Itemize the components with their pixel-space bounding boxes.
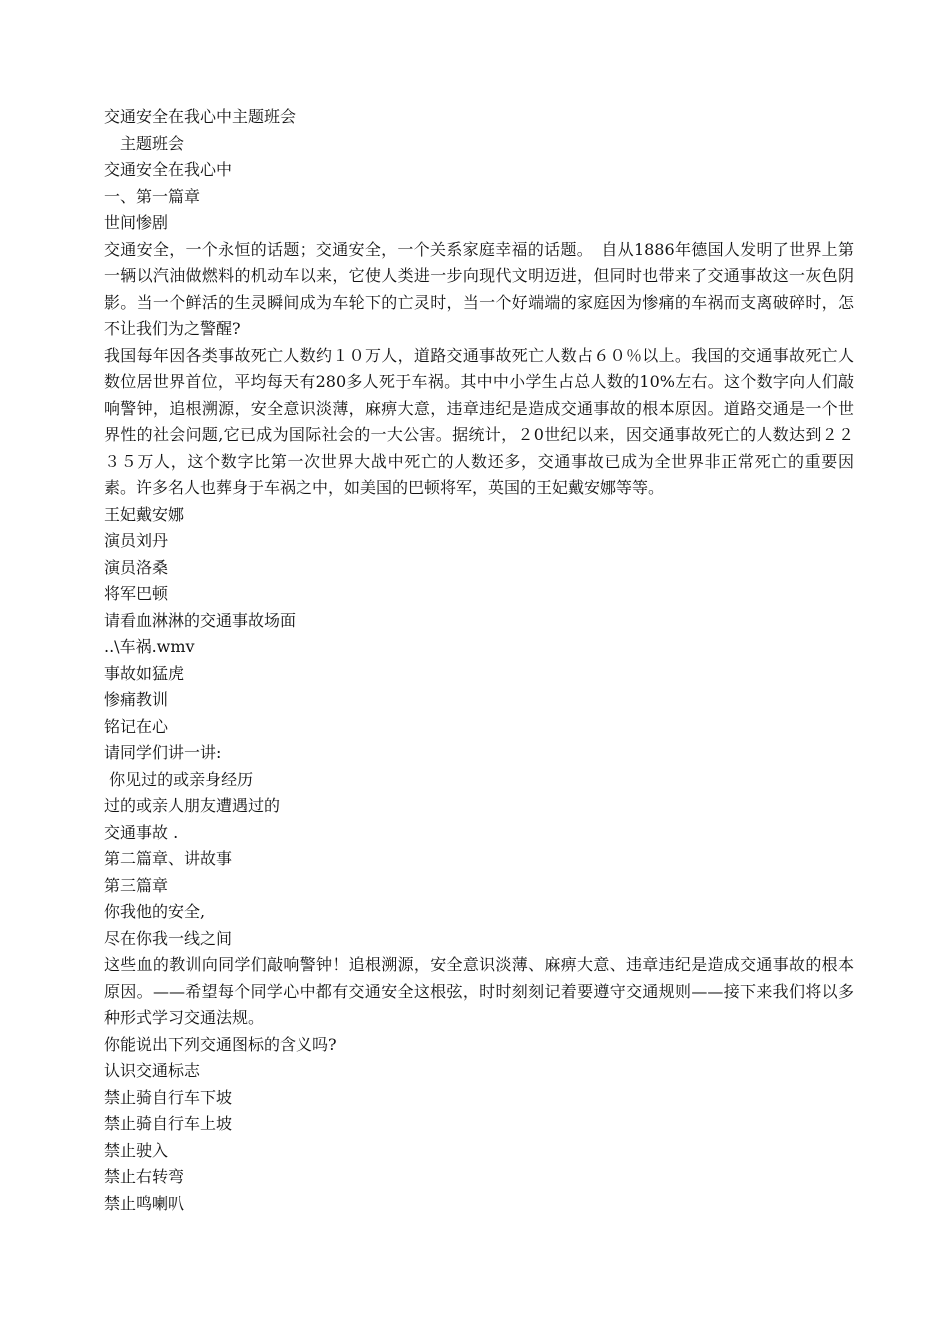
ask-line: 过的或亲人朋友遭遇过的 [104, 796, 281, 815]
sign-question: 你能说出下列交通图标的含义吗? [104, 1034, 337, 1054]
ask-line: 交通事故 . [104, 822, 179, 842]
sign-heading: 认识交通标志 [104, 1061, 201, 1080]
chapter-three-label: 第三篇章 [104, 875, 169, 895]
document-page [104, 104, 854, 1217]
chapter-three-line: 你我他的安全, [104, 902, 206, 921]
ask-line: 你见过的或亲身经历 [104, 769, 254, 789]
document-title: 交通安全在我心中主题班会 [104, 107, 297, 126]
paragraph-lesson: 这些血的教训向同学们敲响警钟！追根溯源，安全意识淡薄、麻痹大意、违章违纪是造成交通事故的根本原因。——希望每个同学心中都有交通安全这根弦，时时刻刻记着要遵守交通规则——接下来我们将以多种形式学习交通法规。 [104, 955, 854, 1027]
video-prompt: 请看血淋淋的交通事故场面 [104, 610, 297, 630]
slogan-item: 铭记在心 [104, 716, 169, 736]
slogan-item: 事故如猛虎 [104, 663, 185, 683]
name-item: 将军巴顿 [104, 584, 169, 603]
sign-item: 禁止骑自行车下坡 [104, 1087, 233, 1107]
chapter-one-title: 世间惨剧 [104, 213, 169, 232]
ask-prompt: 请同学们讲一讲: [104, 743, 222, 762]
sign-item: 禁止骑自行车上坡 [104, 1114, 233, 1133]
slogan-item: 惨痛教训 [104, 690, 169, 709]
name-item: 演员洛桑 [104, 557, 169, 577]
sign-item: 禁止鸣喇叭 [104, 1193, 185, 1213]
chapter-three-line: 尽在你我一线之间 [104, 928, 233, 948]
video-file-link[interactable]: ..\车祸.wmv [104, 637, 195, 656]
paragraph-intro: 交通安全，一个永恒的话题；交通安全，一个关系家庭幸福的话题。 自从1886年德国人发明了世界上第一辆以汽油做燃料的机动车以来，它使人类进一步向现代文明迈进，但同时也带来了交通事故这一灰色阴影。当一个鲜活的生灵瞬间成为车轮下的亡灵时，当一个好端端的家庭因为惨痛的车祸而支离破碎时，怎不让我们为之警醒? [104, 239, 854, 338]
sign-item: 禁止驶入 [104, 1140, 169, 1160]
paragraph-statistics: 我国每年因各类事故死亡人数约１０万人，道路交通事故死亡人数占６０％以上。我国的交通事故死亡人数位居世界首位，平均每天有280多人死于车祸。其中中小学生占总人数的10%左右。这个数字向人们敲响警钟，追根溯源，安全意识淡薄，麻痹大意，违章违纪是造成交通事故的根本原因。道路交通是一个世界性的社会问题,它已成为国际社会的一大公害。据统计，２0世纪以来，因交通事故死亡的人数达到２２３５万人，这个数字比第一次世界大战中死亡的人数还多，交通事故已成为全世界非正常死亡的重要因素。许多名人也葬身于车祸之中，如美国的巴顿将军，英国的王妃戴安娜等等。 [104, 345, 854, 497]
name-item: 王妃戴安娜 [104, 504, 185, 524]
chapter-one-label: 一、第一篇章 [104, 186, 201, 206]
chapter-two-label: 第二篇章、讲故事 [104, 849, 233, 868]
sign-item: 禁止右转弯 [104, 1167, 185, 1186]
document-heading: 交通安全在我心中 [104, 160, 233, 179]
name-item: 演员刘丹 [104, 531, 169, 550]
document-subtitle: 主题班会 [104, 133, 185, 153]
